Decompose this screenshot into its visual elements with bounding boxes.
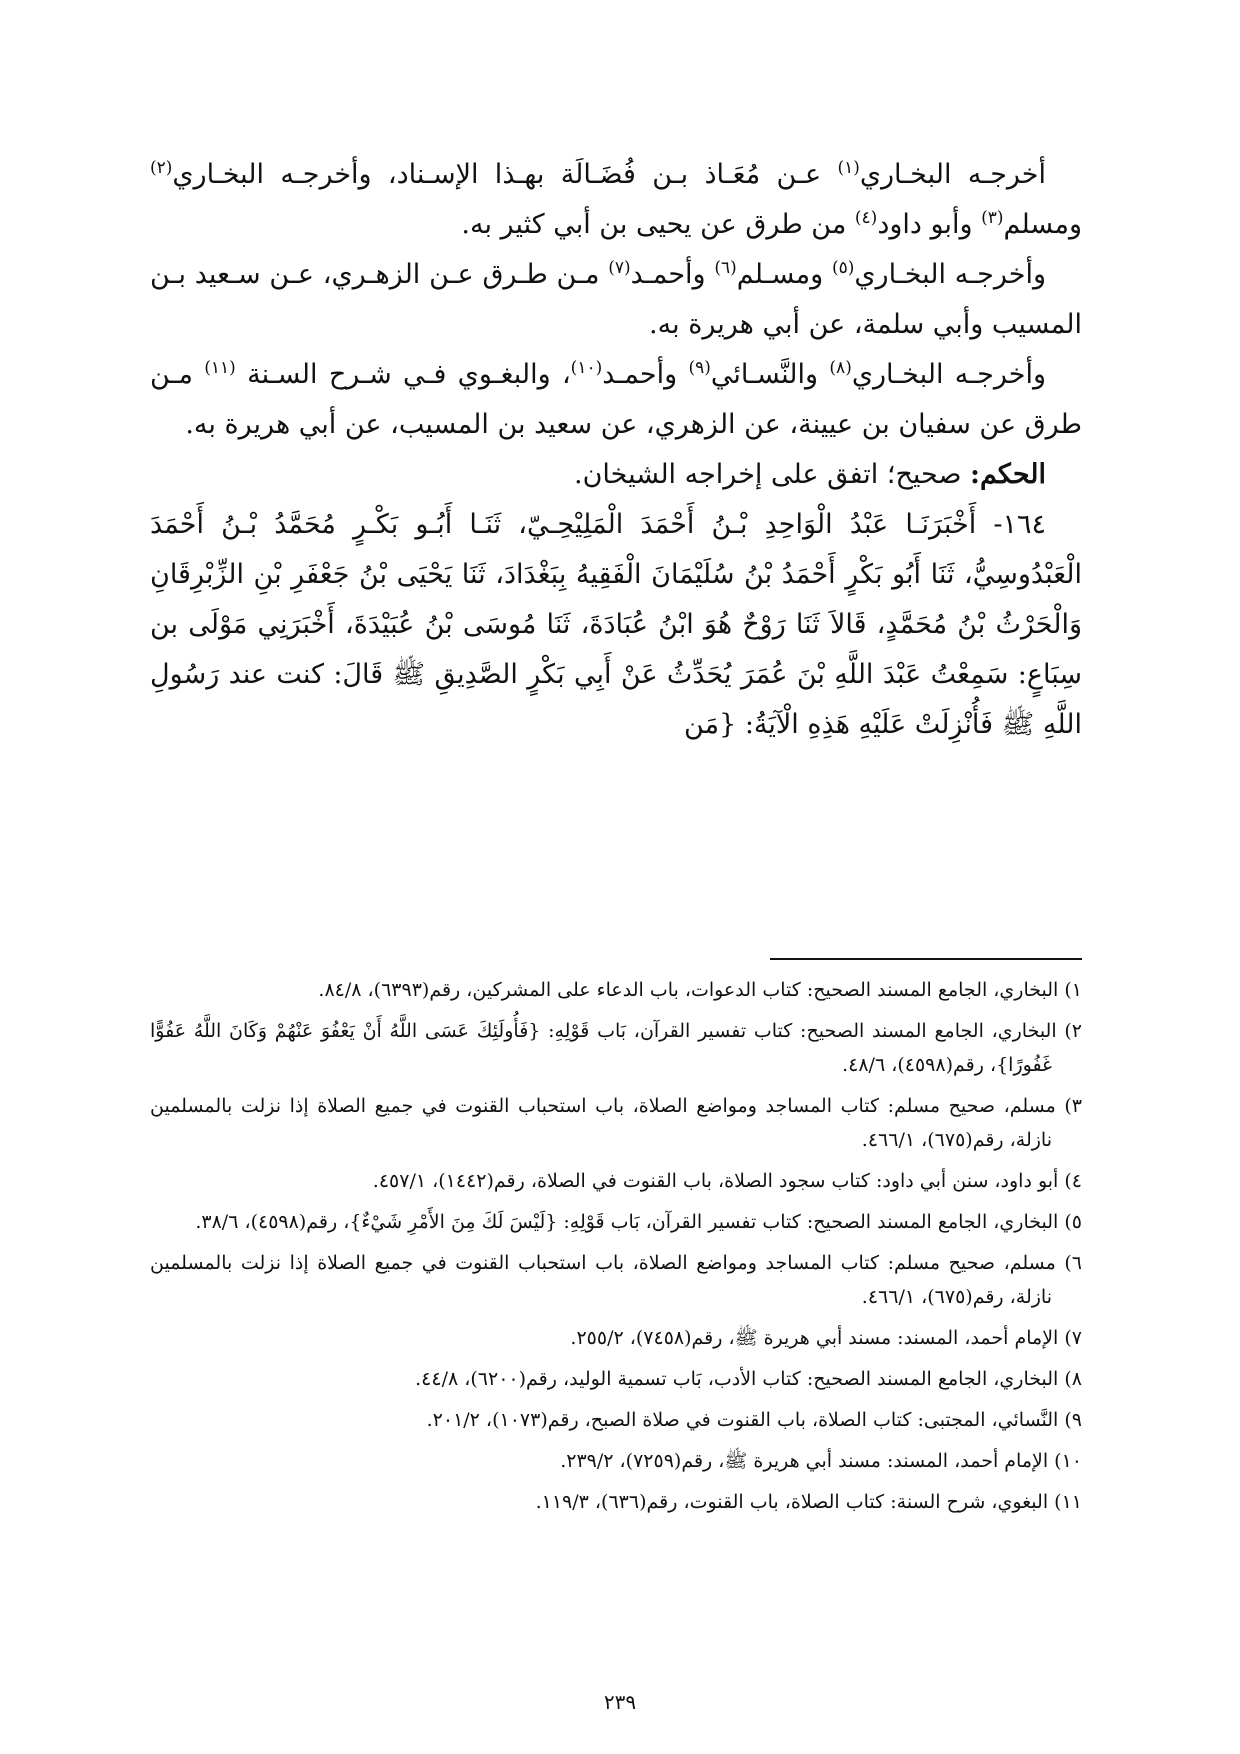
text-run: والنَّسـائي: [710, 359, 830, 390]
text-run: وأخرجـه البخـاري: [851, 359, 1046, 390]
footnote-ref-5[interactable]: (٥): [831, 258, 855, 278]
paragraph-2: [150, 250, 1082, 350]
footnote-7: ٧) الإمام أحمد، المسند: مسند أبي هريرة ﷺ، رقم(٧٤٥٨)، ٢٥٥/٢.: [570, 1327, 1082, 1349]
text-run: عـن مُعَـاذ بـن فُضَـالَة بهـذا الإسـناد، وأخرجـه البخـاري: [172, 159, 838, 190]
footnote-ref-1[interactable]: (١): [837, 158, 860, 178]
footnote-ref-9[interactable]: (٩): [688, 358, 711, 378]
footnote-10: ١٠) الإمام أحمد، المسند: مسند أبي هريرة ﷺ، رقم(٧٢٥٩)، ٢٣٩/٢.: [560, 1450, 1082, 1472]
footnote-ref-6[interactable]: (٦): [714, 258, 737, 278]
footnote-ref-4[interactable]: (٤): [854, 208, 878, 228]
text-run: وأحمـد: [602, 359, 689, 390]
footnote-ref-8[interactable]: (٨): [829, 358, 852, 378]
main-text: [150, 150, 1082, 750]
footnote-ref-10[interactable]: (١٠): [570, 358, 603, 378]
ruling-text: صحيح؛ اتفق على إخراجه الشيخان.: [574, 459, 970, 490]
footnote-ref-3[interactable]: (٣): [981, 208, 1004, 228]
hadith-text: ١٦٤- أَخْبَرَنَـا عَبْدُ الْوَاحِدِ بْـنُ أَحْمَدَ الْمَلِيْحِـيّ، ثَنَـا أَبُـو بَكْـرٍ مُحَمَّدُ بْـنُ أَحْمَدَ الْعَبْدُوسِيُّ، ثَنَا أَبُو بَكْرٍ أَحْمَدُ بْنُ سُلَيْمَانَ الْفَقِيهُ بِبَغْدَادَ، ثَنَا يَحْيَى بْنُ جَعْفَرِ بْنِ الزِّبْرِقَانِ وَالْحَرْثُ بْنُ مُحَمَّدٍ، قَالاَ ثَنَا رَوْحٌ هُوَ ابْنُ عُبَادَةَ، ثَنَا مُوسَى بْنُ عُبَيْدَةَ، أَخْبَرَنِي مَوْلَى بن سِبَاعٍ: سَمِعْتُ عَبْدَ اللَّهِ بْنَ عُمَرَ يُحَدِّثُ عَنْ أَبِي بَكْرٍ الصَّدِيقِ ﷺ قَالَ: كنت عند رَسُولِ اللَّهِ ﷺ فَأُنْزِلَتْ عَلَيْهِ هَذِهِ الْآيَةُ: {مَن: [150, 509, 1082, 740]
footnote-4: ٤) أبو داود، سنن أبي داود: كتاب سجود الصلاة، باب القنوت في الصلاة، رقم(١٤٤٢)، ٤٥٧/١.: [372, 1170, 1082, 1192]
footnote-ref-11[interactable]: (١١): [204, 358, 236, 378]
text-run: من طرق عن يحيى بن أبي كثير به.: [461, 209, 855, 240]
text-run: وأحمـد: [630, 259, 715, 290]
footnote-ref-7[interactable]: (٧): [608, 258, 631, 278]
text-run: ومسـلم: [736, 259, 832, 290]
footnote-5: ٥) البخاري، الجامع المسند الصحيح: كتاب تفسير القرآن، بَاب قَوْلِهِ: {لَيْسَ لَكَ مِنَ الأَمْرِ شَيْءٌ}، رقم(٤٥٩٨)، ٣٨/٦.: [195, 1211, 1082, 1233]
text-run: ومسلم: [1003, 209, 1082, 240]
footnote-separator: [770, 958, 1082, 960]
footnote-6: ٦) مسلم، صحيح مسلم: كتاب المساجد ومواضع الصلاة، باب استحباب القنوت في جميع الصلاة إذا نزلت بالمسلمين نازلة، رقم(٦٧٥)، ٤٦٦/١.: [150, 1252, 1082, 1308]
footnote-11: ١١) البغوي، شرح السنة: كتاب الصلاة، باب القنوت، رقم(٦٣٦)، ١١٩/٣.: [535, 1491, 1082, 1513]
footnote-ref-2[interactable]: (٢): [150, 158, 173, 178]
text-run: وأبو داود: [877, 209, 982, 240]
footnotes: [150, 973, 1082, 1526]
page-number: ٢٣٩: [603, 1690, 637, 1714]
footnote-1: ١) البخاري، الجامع المسند الصحيح: كتاب الدعوات، باب الدعاء على المشركين، رقم(٦٣٩٣)، ٨٤/٨.: [318, 979, 1082, 1001]
paragraph-3: [150, 350, 1082, 450]
paragraph-1: [150, 150, 1082, 250]
text-run: مـن طـرق عـن الزهـري، عـن سـعيد بـن المسيب وأبي سلمة، عن أبي هريرة به.: [150, 259, 1082, 340]
ruling-label: الحكم:: [969, 459, 1046, 490]
text-run: وأخرجـه البخـاري: [854, 259, 1046, 290]
text-run: أخرجـه البخـاري: [859, 159, 1046, 190]
footnote-8: ٨) البخاري، الجامع المسند الصحيح: كتاب الأدب، بَاب تسمية الوليد، رقم(٦٢٠٠)، ٤٤/٨.: [415, 1368, 1082, 1390]
text-run: ، والبغـوي فـي شـرح السـنة: [235, 359, 571, 390]
text-run: مـن طرق عن سفيان بن عيينة، عن الزهري، عن سعيد بن المسيب، عن أبي هريرة به.: [150, 359, 1082, 440]
footnote-2: ٢) البخاري، الجامع المسند الصحيح: كتاب تفسير القرآن، بَاب قَوْلِهِ: {فَأُولَئِكَ عَسَى اللَّهُ أَنْ يَعْفُوَ عَنْهُمْ وَكَانَ اللَّهُ عَفُوًّا غَفُورًا}، رقم(٤٥٩٨)، ٤٨/٦.: [150, 1020, 1082, 1076]
ruling-line: [150, 450, 1082, 500]
footnote-3: ٣) مسلم، صحيح مسلم: كتاب المساجد ومواضع الصلاة، باب استحباب القنوت في جميع الصلاة إذا نزلت بالمسلمين نازلة، رقم(٦٧٥)، ٤٦٦/١.: [150, 1095, 1082, 1151]
footnote-9: ٩) النَّسائي، المجتبى: كتاب الصلاة، باب القنوت في صلاة الصبح، رقم(١٠٧٣)، ٢٠١/٢.: [426, 1409, 1082, 1431]
